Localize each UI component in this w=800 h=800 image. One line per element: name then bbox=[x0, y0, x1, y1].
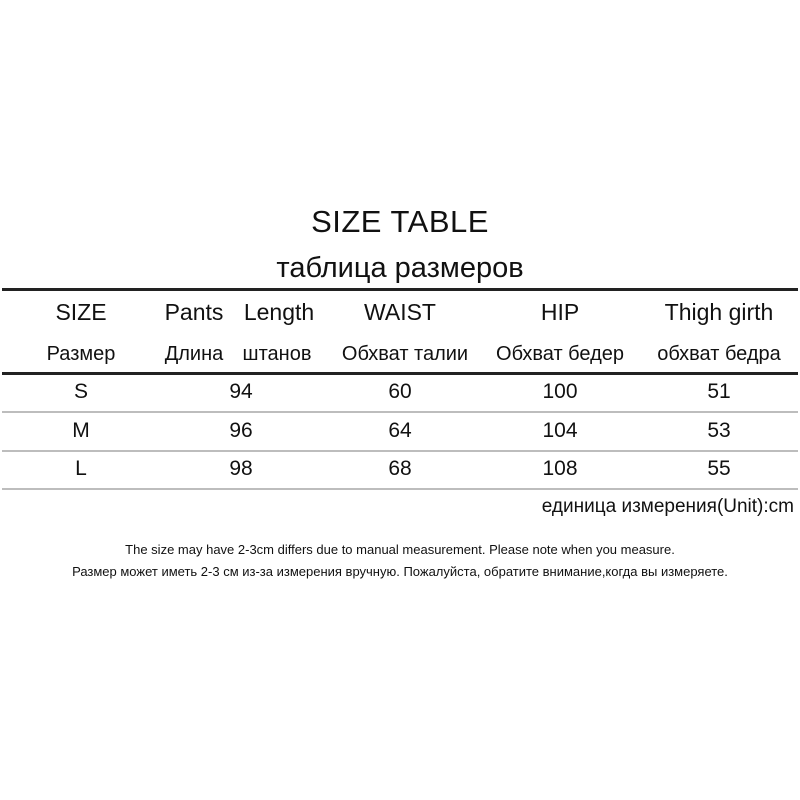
header-bottom-rule bbox=[2, 372, 798, 375]
unit-note: единица измерения(Unit):cm bbox=[541, 496, 794, 517]
page-subtitle: таблица размеров bbox=[276, 252, 524, 284]
cell-size: L bbox=[75, 457, 87, 480]
cell-waist: 68 bbox=[388, 457, 412, 480]
cell-hip: 100 bbox=[542, 380, 578, 403]
cell-thigh: 55 bbox=[707, 457, 731, 480]
header-hip-ru: Обхват бедер bbox=[496, 343, 624, 365]
header-thigh-en: Thigh girth bbox=[664, 299, 774, 325]
cell-size: M bbox=[72, 419, 90, 442]
header-length-ru: штанов bbox=[242, 343, 312, 365]
table-bottom-rule bbox=[2, 488, 798, 490]
header-hip-en: HIP bbox=[540, 299, 580, 325]
header-size-en: SIZE bbox=[55, 299, 107, 325]
header-thigh-ru: обхват бедра bbox=[657, 343, 781, 365]
cell-hip: 104 bbox=[542, 419, 578, 442]
header-waist-en: WAIST bbox=[364, 299, 436, 325]
cell-waist: 64 bbox=[388, 419, 412, 442]
row-divider bbox=[2, 450, 798, 452]
cell-length: 96 bbox=[229, 419, 253, 442]
header-pants-ru: Длина bbox=[164, 343, 224, 365]
cell-length: 98 bbox=[229, 457, 253, 480]
header-pants-en: Pants bbox=[164, 299, 224, 325]
header-waist-ru: Обхват талии bbox=[341, 343, 469, 365]
measurement-note-en: The size may have 2-3cm differs due to manual measurement. Please note when you measure. bbox=[125, 542, 675, 557]
cell-size: S bbox=[73, 380, 89, 403]
row-divider bbox=[2, 411, 798, 413]
header-size-ru: Размер bbox=[46, 343, 116, 365]
table-top-rule bbox=[2, 288, 798, 291]
cell-hip: 108 bbox=[542, 457, 578, 480]
measurement-note-ru: Размер может иметь 2-3 см из-за измерения вручную. Пожалуйста, обратите внимание,когда вы измеряете. bbox=[72, 564, 728, 579]
cell-length: 94 bbox=[229, 380, 253, 403]
cell-thigh: 51 bbox=[707, 380, 731, 403]
cell-thigh: 53 bbox=[707, 419, 731, 442]
page-title: SIZE TABLE bbox=[311, 204, 489, 239]
cell-waist: 60 bbox=[388, 380, 412, 403]
header-length-en: Length bbox=[243, 299, 315, 325]
